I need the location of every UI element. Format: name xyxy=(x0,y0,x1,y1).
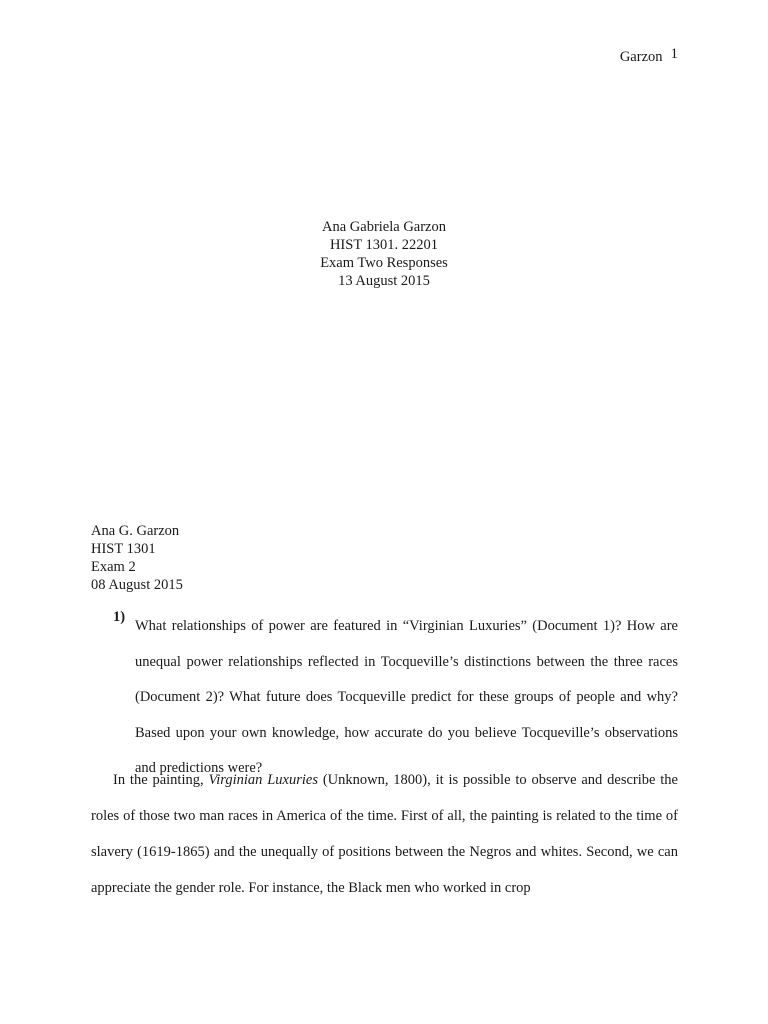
heading-date: 08 August 2015 xyxy=(91,577,183,593)
title-date: 13 August 2015 xyxy=(338,273,430,289)
running-head-surname: Garzon xyxy=(619,49,663,65)
question-number: 1) xyxy=(113,609,126,625)
body-rest: (Unknown, 1800), it is possible to observe and describe the roles of those two man races in America of the time. First of all, the painting is related to the time of slavery (1619-1865) and the unequally of positions between the Negros and whites. Second, we can appreciate the gender role. For instance, the Black men who worked in crop xyxy=(91,772,678,896)
page-number: 1 xyxy=(670,46,678,62)
heading-author-name: Ana G. Garzon xyxy=(91,523,180,539)
title-assignment: Exam Two Responses xyxy=(320,255,448,271)
heading-block xyxy=(91,522,183,594)
body-intro: In the painting, xyxy=(113,772,209,788)
heading-assignment: Exam 2 xyxy=(91,559,136,575)
title-block xyxy=(0,218,768,290)
heading-course: HIST 1301 xyxy=(91,541,156,557)
page-header xyxy=(620,46,678,66)
question-1 xyxy=(91,609,678,787)
title-course: HIST 1301. 22201 xyxy=(329,237,439,253)
body-paragraph xyxy=(91,762,678,906)
painting-title: Virginian Luxuries xyxy=(208,772,318,788)
title-author-name: Ana Gabriela Garzon xyxy=(322,219,446,235)
question-text: What relationships of power are featured in “Virginian Luxuries” (Document 1)? How are unequal power relationships reflected in Tocqueville’s distinctions between the three races (Document 2)? What future does Tocqueville predict for these groups of people and why? Based upon your own knowledge, how accurate do you believe Tocqueville’s observations and predictions were? xyxy=(135,618,678,776)
